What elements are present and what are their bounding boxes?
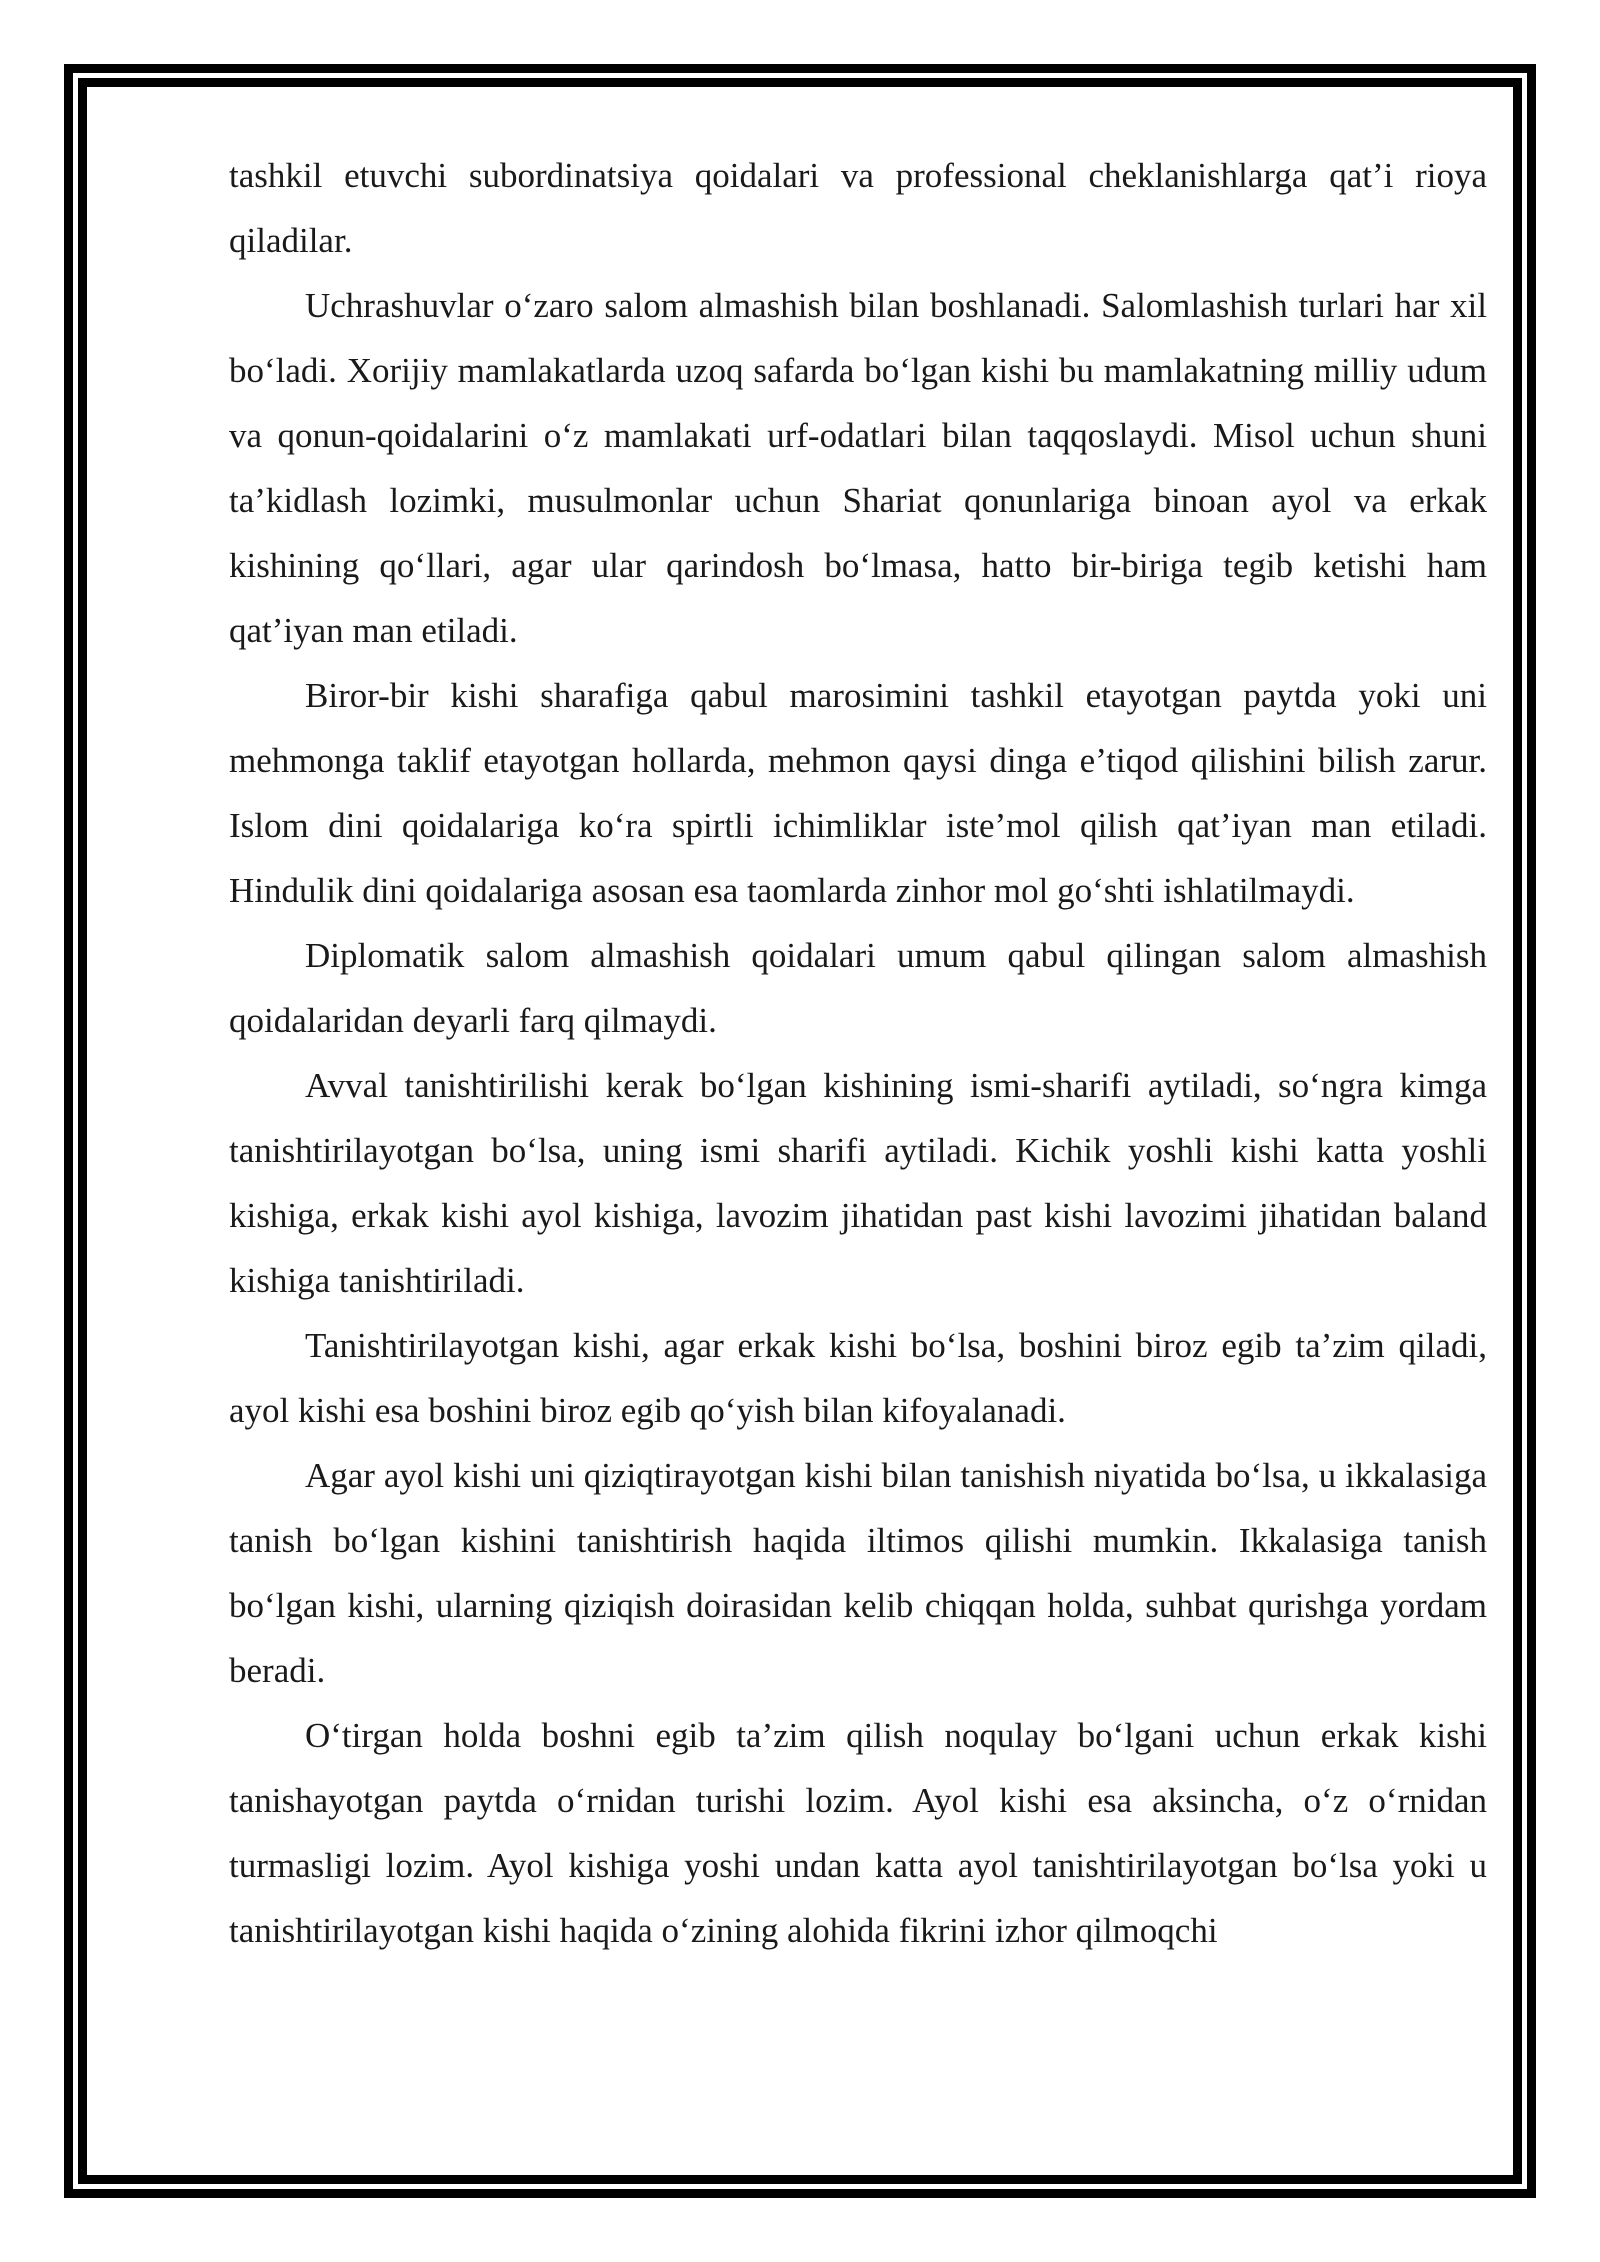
paragraph-introduction-order: Avval tanishtirilishi kerak bo‘lgan kishining ismi-sharifi aytiladi, so‘ngra kimga tanishtirilayotgan bo‘lsa, uning ismi sharifi aytiladi. Kichik yoshli kishi katta yoshli kishiga, erkak kishi ayol kishiga, lavozim jihatidan past kishi lavozimi jihatidan baland kishiga tanishtiriladi. [229, 1066, 1487, 1300]
paragraph-acquaintance: Agar ayol kishi uni qiziqtirayotgan kishi bilan tanishish niyatida bo‘lsa, u ikkalasiga tanish bo‘lgan kishini tanishtirish haqida iltimos qilishi mumkin. Ikkalasiga tanish bo‘lgan kishi, ularning qiziqish doirasidan kelib chiqqan holda, suhbat qurishga yordam beradi. [229, 1456, 1487, 1690]
document-body [229, 143, 1487, 1963]
paragraph-diplomatic-greeting: Diplomatik salom almashish qoidalari umum qabul qilingan salom almashish qoidalaridan deyarli farq qilmaydi. [229, 936, 1487, 1040]
paragraph-bowing: Tanishtirilayotgan kishi, agar erkak kishi bo‘lsa, boshini biroz egib ta’zim qiladi, ayol kishi esa boshini biroz egib qo‘yish bilan kifoyalanadi. [229, 1326, 1487, 1430]
paragraph-continuation: tashkil etuvchi subordinatsiya qoidalari va professional cheklanishlarga qat’i rioya qiladilar. [229, 156, 1487, 260]
paragraph-reception-religion: Biror-bir kishi sharafiga qabul marosimini tashkil etayotgan paytda yoki uni mehmonga taklif etayotgan hollarda, mehmon qaysi dinga e’tiqod qilishini bilish zarur. Islom dini qoidalariga ko‘ra spirtli ichimliklar iste’mol qilish qat’iyan man etiladi. Hindulik dini qoidalariga asosan esa taomlarda zinhor mol go‘shti ishlatilmaydi. [229, 676, 1487, 910]
paragraph-greetings: Uchrashuvlar o‘zaro salom almashish bilan boshlanadi. Salomlashish turlari har xil bo‘ladi. Xorijiy mamlakatlarda uzoq safarda bo‘lgan kishi bu mamlakatning milliy udum va qonun-qoidalarini o‘z mamlakati urf-odatlari bilan taqqoslaydi. Misol uchun shuni ta’kidlash lozimki, musulmonlar uchun Shariat qonunlariga binoan ayol va erkak kishining qo‘llari, agar ular qarindosh bo‘lmasa, hatto bir-biriga tegib ketishi ham qat’iyan man etiladi. [229, 286, 1487, 650]
paragraph-standing: O‘tirgan holda boshni egib ta’zim qilish noqulay bo‘lgani uchun erkak kishi tanishayotgan paytda o‘rnidan turishi lozim. Ayol kishi esa aksincha, o‘z o‘rnidan turmasligi lozim. Ayol kishiga yoshi undan katta ayol tanishtirilayotgan bo‘lsa yoki u tanishtirilayotgan kishi haqida o‘zining alohida fikrini izhor qilmoqchi [229, 1716, 1487, 1950]
